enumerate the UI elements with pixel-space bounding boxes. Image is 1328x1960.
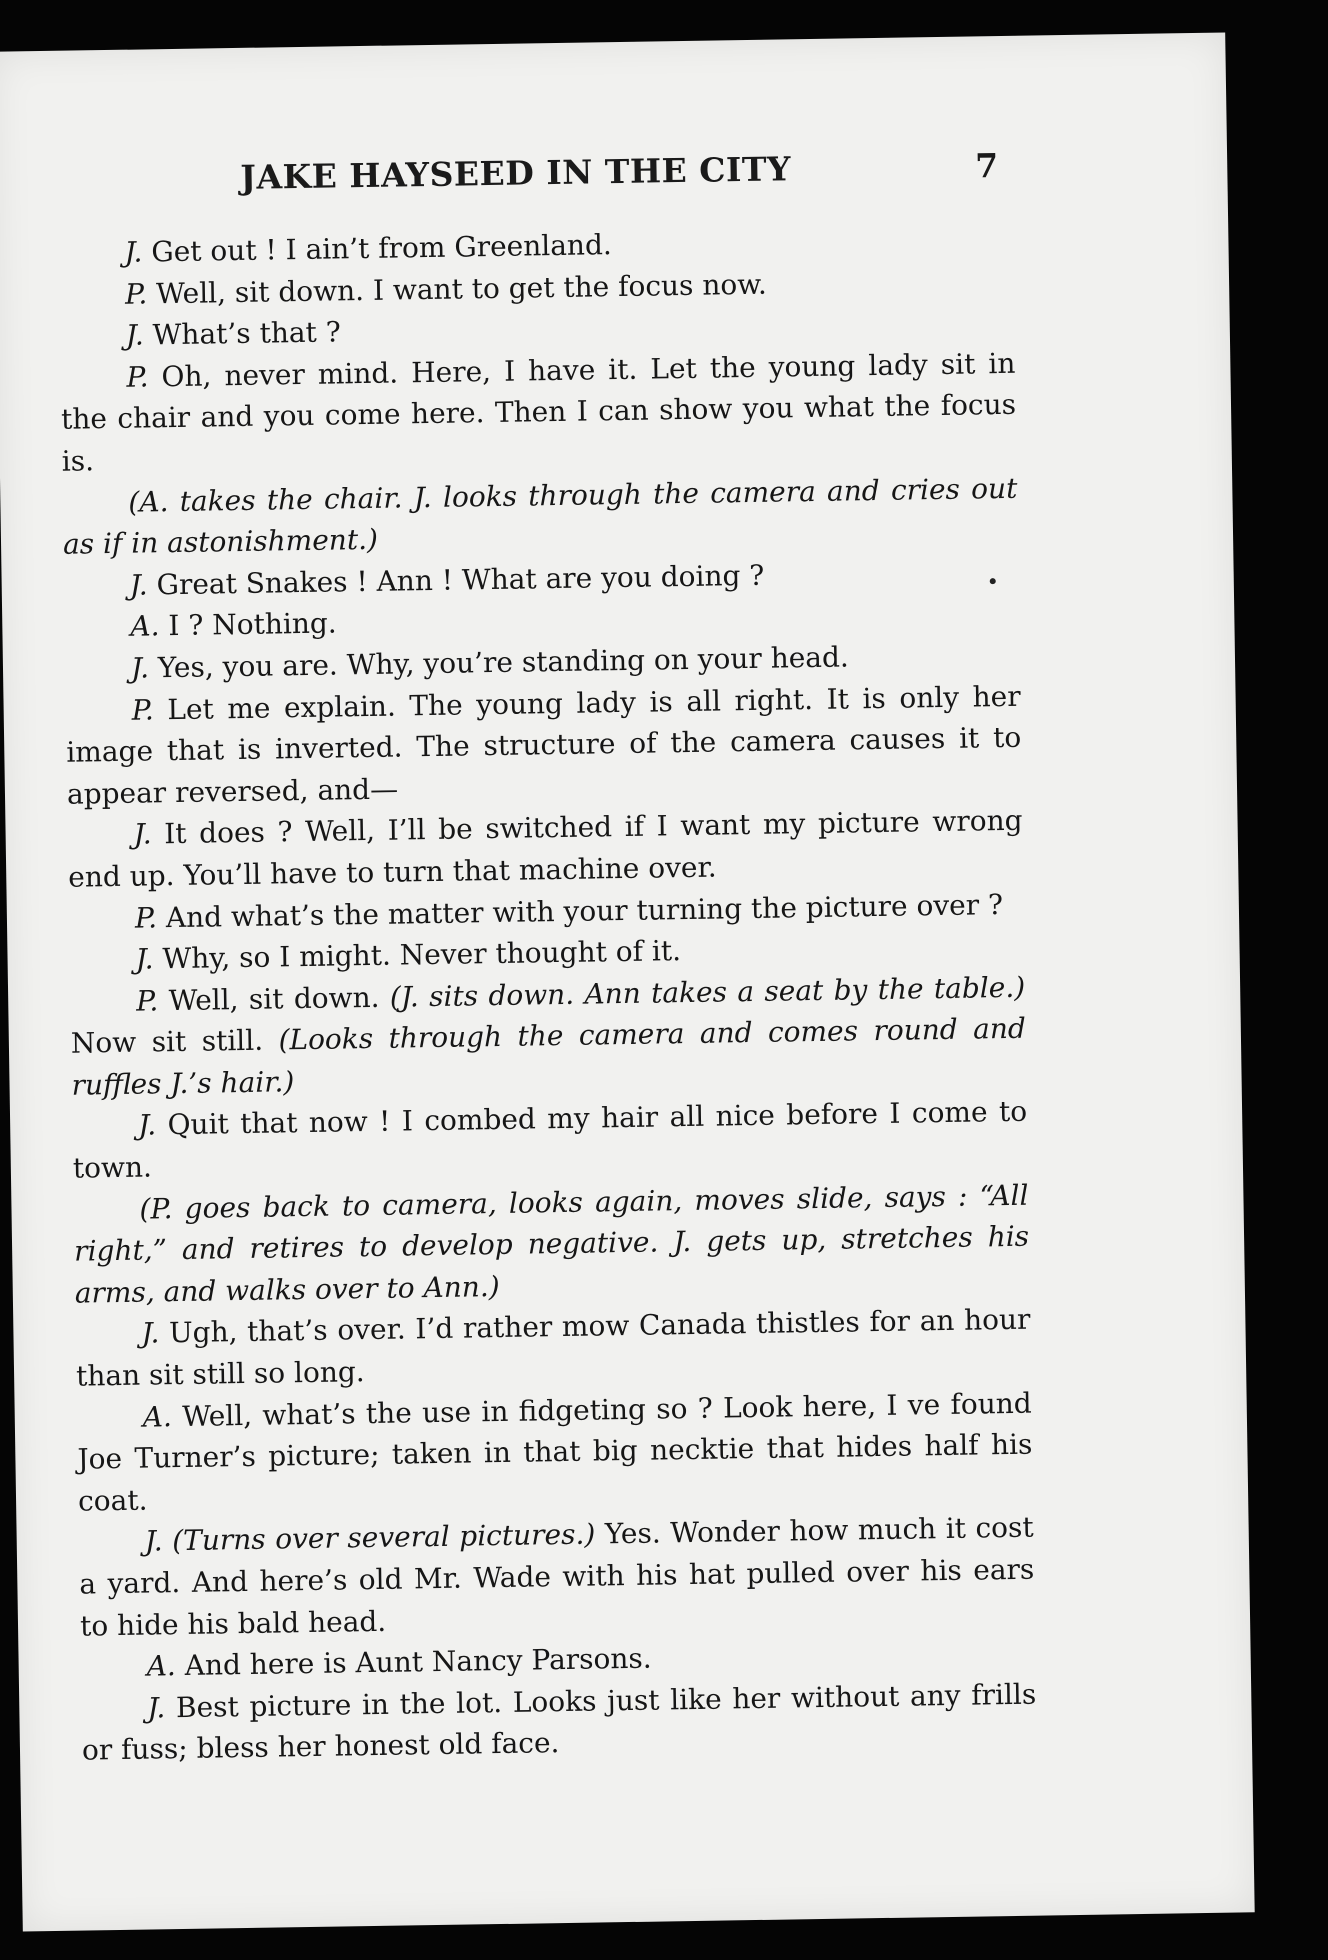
dialogue-text: Well, sit down. I want to get the focus now. xyxy=(146,267,767,310)
dialogue-line xyxy=(72,1091,1028,1189)
speaker-label: J. xyxy=(147,1691,166,1725)
speaker-label: J. xyxy=(133,817,152,851)
dialogue-line xyxy=(75,1299,1031,1397)
book-page xyxy=(0,32,1255,1931)
dialogue-text: Get out ! I ain’t from Greenland. xyxy=(142,228,613,269)
running-title: JAKE HAYSEED IN THE CITY xyxy=(240,149,792,197)
dialogue-line xyxy=(76,1382,1033,1522)
speaker-label: J. xyxy=(144,1524,163,1559)
speaker-label: P. xyxy=(135,984,159,1018)
dialogue-text: Why, so I might. Never thought of it. xyxy=(153,934,682,976)
speaker-label: P. xyxy=(134,900,158,935)
inline-stage-direction: (Looks through the camera and comes round and ruffles J.’s hair.) xyxy=(71,1011,1027,1102)
dialogue-text: Let me explain. The young lady is all right. It is only her image that is inverted. The structure of the camera causes it to appear reversed, and— xyxy=(66,679,1022,811)
play-dialogue xyxy=(58,218,1037,1772)
dialogue-text: Yes, you are. Why, you’re standing on your head. xyxy=(148,640,850,685)
page-number: 7 xyxy=(974,146,999,186)
dialogue-text: What’s that ? xyxy=(143,315,341,352)
speaker-label: A. xyxy=(146,1649,177,1683)
dialogue-text: Now sit still. xyxy=(70,1023,279,1060)
dialogue-text: It does ? Well, I’ll be switched if I want my picture wrong end up. You’ll have to turn that machine over. xyxy=(68,804,1023,894)
dialogue-text: Best picture in the lot. Looks just like her without any frills or fuss; bless her honest old face. xyxy=(81,1677,1037,1767)
inline-stage-direction: (J. sits down. Ann takes a seat by the table.) xyxy=(389,970,1026,1014)
speaker-label: A. xyxy=(142,1399,173,1434)
dialogue-line xyxy=(81,1673,1037,1771)
stage-direction: (A. takes the chair. J. looks through the camera and cries out as if in astonishment.) xyxy=(62,471,1018,561)
stage-direction: (P. goes back to camera, looks again, moves slide, says : “All right,” and retires to develop negative. J. gets up, stretches his arms, and walks over to Ann.) xyxy=(73,1178,1030,1310)
dialogue-text: Ugh, that’s over. I’d rather mow Canada thistles for an hour than sit still so long. xyxy=(75,1303,1031,1393)
speaker-label: J. xyxy=(135,942,154,976)
speaker-label: J. xyxy=(137,1108,157,1143)
speaker-label: A. xyxy=(130,609,160,644)
dialogue-text: Yes. Wonder how much it cost a yard. And here’s old Mr. Wade with his hat pulled over his ears to hide his bald head. xyxy=(79,1511,1035,1643)
dialogue-text: Great Snakes ! Ann ! What are you doing ? xyxy=(147,558,765,602)
speaker-label: P. xyxy=(131,692,154,727)
dialogue-text: I ? Nothing. xyxy=(159,606,337,643)
speaker-label: P. xyxy=(126,360,149,394)
speaker-label: J. xyxy=(130,651,150,685)
dialogue-text: Quit that now ! I combed my hair all nice before I come to town. xyxy=(72,1095,1028,1185)
dialogue-text xyxy=(162,1525,172,1558)
speaker-label: P. xyxy=(124,277,148,311)
dialogue-text: And what’s the matter with your turning the picture over ? xyxy=(156,887,1004,934)
speaker-label: J. xyxy=(129,568,148,602)
dialogue-line xyxy=(65,675,1022,815)
inline-stage-direction: (Turns over several pictures.) xyxy=(171,1517,596,1558)
speaker-label: J. xyxy=(124,235,143,269)
dialogue-text: Oh, never mind. Here, I have it. Let the young lady sit in the chair and you come here. Then I can show you what the focus is. xyxy=(60,346,1017,478)
dialogue-text: And here is Aunt Nancy Parsons. xyxy=(175,1641,652,1683)
dialogue-line xyxy=(60,343,1017,483)
dialogue-text: Well, what’s the use in fidgeting so ? Look here, I ve found Joe Turner’s picture; taken in that big necktie that hides half his coat. xyxy=(77,1386,1033,1518)
dialogue-line xyxy=(67,800,1023,898)
dialogue-line xyxy=(70,966,1027,1106)
speaker-label: J. xyxy=(141,1316,160,1351)
dialogue-line xyxy=(78,1507,1035,1647)
dialogue-text: Well, sit down. xyxy=(158,980,391,1018)
speaker-label: J. xyxy=(125,318,144,352)
page-header xyxy=(0,142,1228,221)
